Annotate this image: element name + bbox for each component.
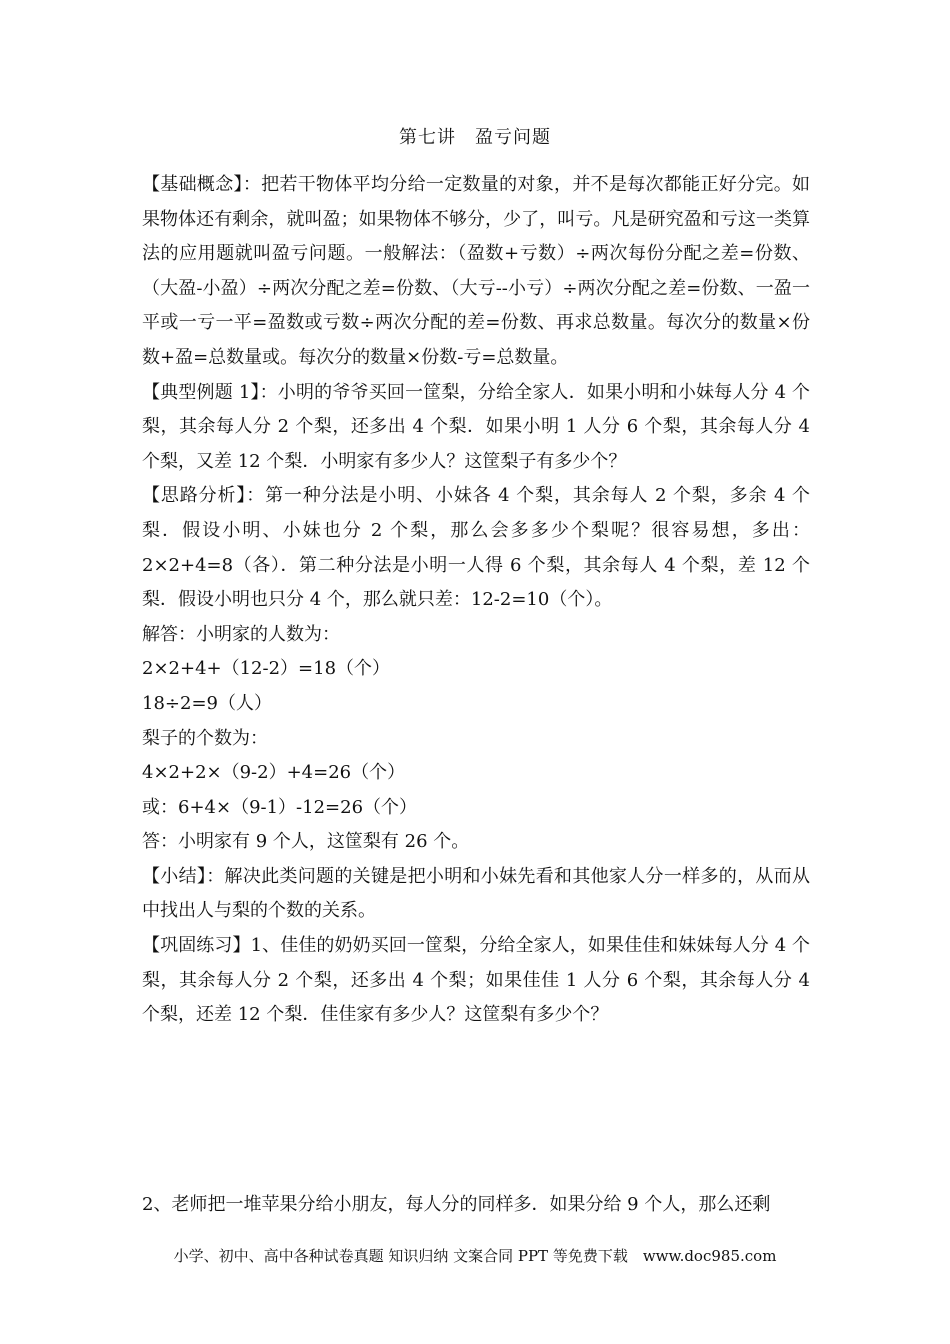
page-title: 第七讲 盈亏问题 (399, 127, 551, 148)
solution-line: 4×2+2×（9-2）+4=26（个） (142, 762, 406, 784)
concept-paragraph: 【基础概念】：把若干物体平均分给一定数量的对象，并不是每次都能正好分完。如果物体还有剩余，就叫盈；如果物体不够分，少了，叫亏。凡是研究盈和亏这一类算法的应用题就叫盈亏问题。一般解法：（盈数+亏数）÷两次每份分配之差=份数、（大盈-小盈）÷两次分配之差=份数、（大亏--小亏）÷两次分配之差=份数、一盈一平或一亏一平=盈数或亏数÷两次分配的差=份数、再求总数量。每次分的数量×份数+盈=总数量或。每次分的数量×份数-亏=总数量。 (142, 174, 810, 368)
practice-paragraph: 【巩固练习】1、佳佳的奶奶买回一筐梨，分给全家人，如果佳佳和妹妹每人分 4 个梨，其余每人分 2 个梨，还多出 4 个梨；如果佳佳 1 人分 6 个梨，其余每人分 4 个梨，还差 12 个梨．佳佳家有多少人？这筐梨有多少个？ (142, 935, 810, 1026)
solution-line: 解答：小明家的人数为： (142, 623, 340, 645)
answer-line: 答：小明家有 9 个人，这筐梨有 26 个。 (142, 831, 470, 853)
solution-line: 18÷2=9（人） (142, 692, 272, 714)
answer-space (142, 1033, 810, 1188)
practice-question-2: 2、老师把一堆苹果分给小朋友，每人分的同样多．如果分给 9 个人，那么还剩 (142, 1193, 771, 1215)
analysis-paragraph: 【思路分析】：第一种分法是小明、小妹各 4 个梨，其余每人 2 个梨，多余 4 个梨．假设小明、小妹也分 2 个梨，那么会多多少个梨呢？很容易想，多出：2×2+4=8（各）．第二种分法是小明一人得 6 个梨，其余每人 4 个梨，差 12 个梨．假设小明也只分 4 个，那么就只差：12-2=10（个）。 (142, 485, 810, 611)
solution-line: 2×2+4+（12-2）=18（个） (142, 658, 391, 680)
summary-paragraph: 【小结】：解决此类问题的关键是把小明和小妹先看和其他家人分一样多的，从而从中找出人与梨的个数的关系。 (142, 865, 810, 922)
solution-line: 梨子的个数为： (142, 727, 268, 749)
example-paragraph: 【典型例题 1】：小明的爷爷买回一筐梨，分给全家人．如果小明和小妹每人分 4 个梨，其余每人分 2 个梨，还多出 4 个梨．如果小明 1 人分 6 个梨，其余每人分 4 个梨，又差 12 个梨．小明家有多少人？这筐梨子有多少个？ (142, 381, 810, 472)
document-body (142, 168, 810, 1222)
page-footer: 小学、初中、高中各种试卷真题 知识归纳 文案合同 PPT 等免费下载 www.doc985.com (173, 1247, 777, 1265)
solution-line: 或：6+4×（9-1）-12=26（个） (142, 796, 418, 818)
